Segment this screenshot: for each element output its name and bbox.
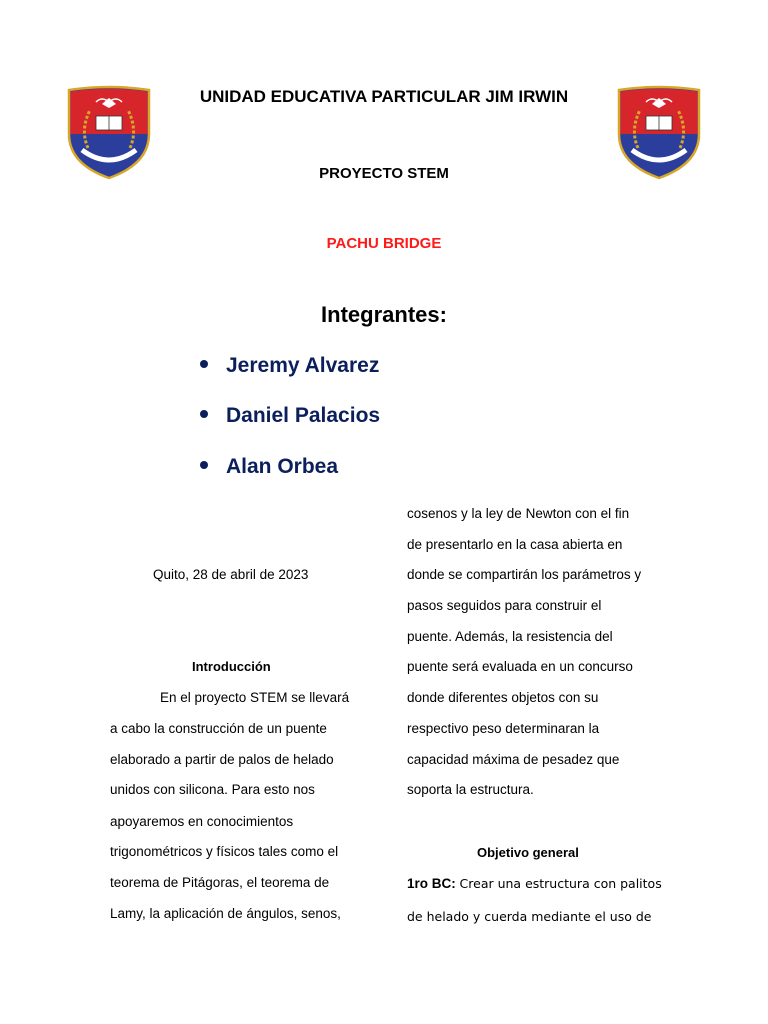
bullet-icon [200,410,208,418]
intro-line: pasos seguidos para construir el [407,598,602,613]
members-title: Integrantes: [321,302,447,327]
member-item [200,455,338,479]
intro-line: respectivo peso determinaran la [407,721,600,736]
bullet-icon [200,461,208,469]
introduction-heading: Introducción [192,659,271,674]
bullet-icon [200,360,208,368]
project-type: PROYECTO STEM [319,165,449,182]
intro-line: trigonométricos y físicos tales como el [110,844,339,859]
intro-line: de presentarlo en la casa abierta en [407,537,623,552]
intro-line: puente. Además, la resistencia del [407,629,613,644]
date-line: Quito, 28 de abril de 2023 [153,567,309,582]
school-name: UNIDAD EDUCATIVA PARTICULAR JIM IRWIN [199,87,569,106]
objective-heading: Objetivo general [477,845,579,860]
member-item [200,354,379,378]
objective-label: 1ro BC: [407,876,456,891]
intro-line: unidos con silicona. Para esto nos [110,782,315,797]
member-name: Daniel Palacios [226,404,381,427]
project-name: PACHU BRIDGE [326,235,442,252]
intro-line: cosenos y la ley de Newton con el fin [407,506,630,521]
member-name: Jeremy Alvarez [226,354,380,377]
intro-line: donde diferentes objetos con su [407,690,599,705]
intro-line: En el proyecto STEM se llevará [160,690,350,705]
intro-line: Lamy, la aplicación de ángulos, senos, [110,906,341,921]
member-item [200,404,380,428]
intro-line: elaborado a partir de palos de helado [110,752,334,767]
intro-line: teorema de Pitágoras, el teorema de [110,875,330,890]
intro-line: apoyaremos en conocimientos [110,814,294,829]
intro-line: capacidad máxima de pesadez que [407,752,620,767]
intro-line: a cabo la construcción de un puente [110,721,327,736]
intro-line: donde se compartirán los parámetros y [407,567,642,582]
objective-text: Crear una estructura con palitos [459,876,662,891]
objective-line [407,876,662,892]
member-name: Alan Orbea [226,455,339,478]
objective-line: de helado y cuerda mediante el uso de [407,909,652,924]
intro-line: soporta la estructura. [407,782,534,797]
intro-line: puente será evaluada en un concurso [407,659,633,674]
